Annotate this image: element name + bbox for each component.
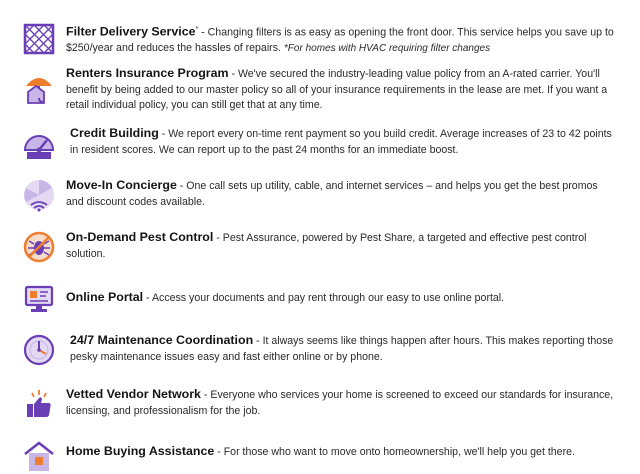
service-title: On-Demand Pest Control xyxy=(66,230,214,244)
title-separator: - xyxy=(176,180,187,192)
clock-icon xyxy=(22,333,56,367)
service-title: Move-In Concierge xyxy=(66,178,177,192)
service-title: Online Portal xyxy=(66,290,144,304)
service-title: Vetted Vendor Network xyxy=(66,387,201,401)
service-description: One call sets up utility, cable, and internet services – and helps you get the best promos and discount codes available. xyxy=(66,180,598,208)
filter-grid-icon xyxy=(22,22,56,56)
title-suffix: * xyxy=(195,26,199,33)
title-separator: - xyxy=(228,68,238,80)
service-description: Everyone who services your home is screened to exceed our standards for insurance, licensing, and professionalism for the job. xyxy=(66,389,614,417)
service-title: Home Buying Assistance xyxy=(66,444,215,458)
pest-control-icon xyxy=(22,230,56,264)
home-buying-icon xyxy=(22,440,56,474)
service-title: Renters Insurance Program xyxy=(66,66,229,80)
online-portal-icon xyxy=(22,282,56,316)
service-description: Changing filters is as easy as opening the front door. This service helps you save up to $250/year and reduces the hassles of repairs. xyxy=(66,26,614,55)
service-description: Pest Assurance, powered by Pest Share, a targeted and effective pest control solution. xyxy=(66,232,587,260)
service-title: Filter Delivery Service xyxy=(66,24,196,39)
title-separator: - xyxy=(253,335,263,347)
service-description: For those who want to move onto homeownership, we'll help you get there. xyxy=(223,446,575,458)
service-note: *For homes with HVAC requiring filter changes xyxy=(283,43,491,55)
service-title: Credit Building xyxy=(70,126,159,140)
service-description: We report every on-time rent payment so you build credit. Average increases of 23 to 42 points in resident scores. We can report up to the past 24 months for an immediate boost. xyxy=(70,128,612,156)
service-description: It always seems like things happen after hours. This makes reporting those pesky maintenance issues easy and fast either online or by phone. xyxy=(70,335,614,363)
service-title: 24/7 Maintenance Coordination xyxy=(70,333,254,347)
title-separator: - xyxy=(198,26,208,39)
umbrella-house-icon xyxy=(22,72,56,106)
service-description: We've secured the industry-leading value policy from an A-rated carrier. You'll benefit by being added to our master policy so all of your insurance requirements in the lease are met. If you want a retail individual policy, you can still get that at any time. xyxy=(66,68,608,111)
title-separator: - xyxy=(200,389,211,401)
thumbs-up-icon xyxy=(22,387,56,421)
service-description: Access your documents and pay rent through our easy to use online portal. xyxy=(151,292,505,304)
title-separator: - xyxy=(213,232,223,244)
credit-gauge-icon xyxy=(22,128,56,162)
concierge-icon xyxy=(22,178,56,212)
title-separator: - xyxy=(143,292,152,304)
title-separator: - xyxy=(214,446,224,458)
title-separator: - xyxy=(158,128,169,140)
